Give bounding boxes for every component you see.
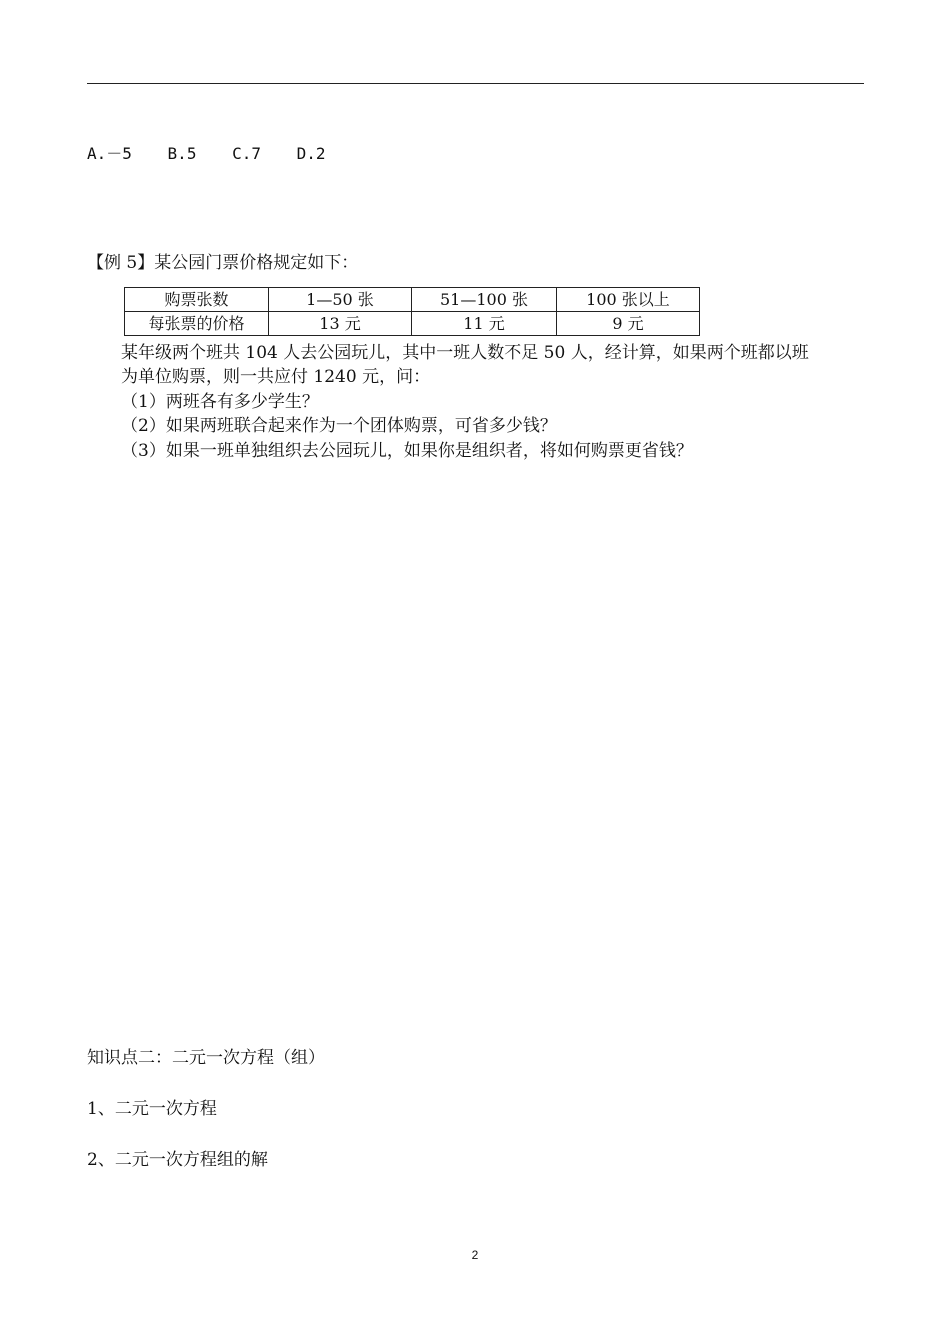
table-cell: 每张票的价格 xyxy=(125,312,269,336)
example-title: 某公园门票价格规定如下： xyxy=(154,253,359,273)
knowledge-item-2: 2、二元一次方程组的解 xyxy=(87,1150,268,1170)
example-heading xyxy=(87,252,358,274)
example-label: 【例 5】 xyxy=(87,253,155,273)
table-cell: 13 元 xyxy=(269,312,412,336)
table-cell: 11 元 xyxy=(412,312,557,336)
option-d: D.2 xyxy=(296,144,326,163)
question-3: （3）如果一班单独组织去公园玩儿，如果你是组织者，将如何购票更省钱？ xyxy=(121,441,693,461)
problem-line-1: 某年级两个班共 104 人去公园玩儿，其中一班人数不足 50 人，经计算，如果两个班都以班 xyxy=(121,343,809,363)
option-c: C.7 xyxy=(232,144,261,163)
table-cell: 9 元 xyxy=(557,312,700,336)
table-row xyxy=(125,312,700,336)
knowledge-item-1: 1、二元一次方程 xyxy=(87,1099,217,1119)
page-number: 2 xyxy=(471,1248,479,1262)
answer-options xyxy=(87,143,326,165)
knowledge-heading: 知识点二：二元一次方程（组） xyxy=(87,1048,325,1068)
price-table xyxy=(124,287,700,336)
question-1: （1）两班各有多少学生？ xyxy=(121,392,319,412)
table-cell: 购票张数 xyxy=(125,288,269,312)
table-row xyxy=(125,288,700,312)
table-cell: 100 张以上 xyxy=(557,288,700,312)
question-2: （2）如果两班联合起来作为一个团体购票，可省多少钱？ xyxy=(121,416,557,436)
problem-line-2: 为单位购票，则一共应付 1240 元，问： xyxy=(121,367,431,387)
table-cell: 1—50 张 xyxy=(269,288,412,312)
option-a: A.－5 xyxy=(87,144,132,163)
option-b: B.5 xyxy=(167,144,197,163)
table-cell: 51—100 张 xyxy=(412,288,557,312)
header-rule xyxy=(87,83,864,84)
